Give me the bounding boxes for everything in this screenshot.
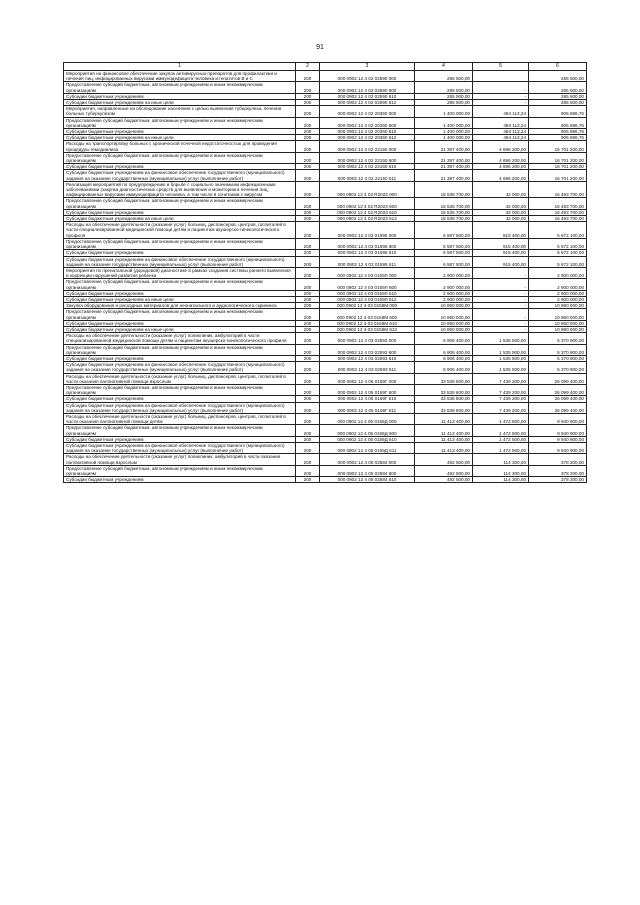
row-approved-amount: 492 500,00	[415, 454, 473, 465]
row-remaining-amount: 10 860 000,00	[529, 303, 587, 309]
row-description: Субсидии бюджетным учреждениям	[64, 355, 296, 361]
row-approved-amount: 10 860 000,00	[415, 303, 473, 309]
row-approved-amount: 6 906 400,00	[415, 362, 473, 373]
row-admin-code: 200	[296, 267, 320, 278]
row-admin-code: 200	[296, 170, 320, 181]
row-budget-code: 000 0902 12 4 02 R2023 600	[320, 198, 415, 209]
row-approved-amount: 1 400 000,00	[415, 117, 473, 128]
column-header: 6	[529, 63, 587, 71]
row-budget-code: 000 0902 12 4 05 0159Г 611	[320, 402, 415, 413]
row-executed-amount: -	[473, 309, 529, 320]
row-remaining-amount: 5 672 100,00	[529, 250, 587, 256]
row-executed-amount: 1 472 500,00	[473, 425, 529, 436]
row-executed-amount: 4 696 200,00	[473, 164, 529, 170]
row-admin-code: 200	[296, 326, 320, 332]
row-executed-amount: 7 439 200,00	[473, 384, 529, 395]
row-description: Субсидии бюджетным учреждениям	[64, 129, 296, 135]
row-budget-code: 000 0902 12 4 02 20360 000	[320, 106, 415, 117]
row-budget-code: 000 0902 12 4 03 0159М 612	[320, 326, 415, 332]
row-approved-amount: 285 500,00	[415, 71, 473, 82]
row-executed-amount: 42 000,00	[473, 181, 529, 198]
table-row	[64, 425, 587, 436]
row-budget-code: 000 0902 12 4 02 20360 600	[320, 117, 415, 128]
table-row	[64, 267, 587, 278]
row-executed-amount: -	[473, 303, 529, 309]
row-remaining-amount: 9 940 900,00	[529, 425, 587, 436]
page-number: 91	[316, 44, 324, 51]
row-remaining-amount: 285 500,00	[529, 100, 587, 106]
row-budget-code: 000 0902 12 4 03 02593 611	[320, 362, 415, 373]
row-admin-code: 200	[296, 100, 320, 106]
table-row	[64, 443, 587, 454]
row-admin-code: 200	[296, 256, 320, 267]
row-remaining-amount: 378 200,00	[529, 465, 587, 476]
column-header: 1	[64, 63, 296, 71]
row-approved-amount: 6 587 500,00	[415, 238, 473, 249]
table-row	[64, 465, 587, 476]
row-remaining-amount: 16 701 200,00	[529, 164, 587, 170]
row-approved-amount: 16 535 700,00	[415, 198, 473, 209]
table-row	[64, 344, 587, 355]
table-row	[64, 71, 587, 82]
row-executed-amount: 7 439 200,00	[473, 402, 529, 413]
row-budget-code: 000 0902 12 4 03 01595 600	[320, 238, 415, 249]
row-description: Предоставление субсидий бюджетным, автономным учреждениям и иным некоммерческим организациям	[64, 198, 296, 209]
row-remaining-amount: 378 200,00	[529, 477, 587, 483]
row-admin-code: 200	[296, 303, 320, 309]
row-remaining-amount: 285 500,00	[529, 71, 587, 82]
row-admin-code: 200	[296, 238, 320, 249]
row-budget-code: 000 0902 12 4 05 02584 610	[320, 477, 415, 483]
row-approved-amount: 33 538 600,00	[415, 402, 473, 413]
row-approved-amount: 285 500,00	[415, 82, 473, 93]
row-admin-code: 200	[296, 355, 320, 361]
column-header: 3	[320, 63, 415, 71]
row-description: Предоставление субсидий бюджетным, автономным учреждениям и иным некоммерческим организациям	[64, 82, 296, 93]
row-executed-amount: -	[473, 326, 529, 332]
table-row	[64, 152, 587, 163]
row-budget-code: 000 0902 12 4 02 02590 610	[320, 93, 415, 99]
row-remaining-amount: 285 500,00	[529, 82, 587, 93]
row-budget-code: 000 0902 12 4 02 22150 611	[320, 170, 415, 181]
row-approved-amount: 6 587 500,00	[415, 256, 473, 267]
row-admin-code: 200	[296, 290, 320, 296]
row-remaining-amount: 10 860 000,00	[529, 309, 587, 320]
row-admin-code: 200	[296, 279, 320, 290]
table-row	[64, 256, 587, 267]
table-row	[64, 333, 587, 344]
row-approved-amount: 2 900 000,00	[415, 290, 473, 296]
column-header: 5	[473, 63, 529, 71]
row-remaining-amount: 2 900 000,00	[529, 296, 587, 302]
row-budget-code: 000 0902 12 4 03 0159Л 600	[320, 279, 415, 290]
row-budget-code: 000 0902 12 4 02 R2023 000	[320, 181, 415, 198]
row-admin-code: 200	[296, 320, 320, 326]
row-approved-amount: 6 906 400,00	[415, 333, 473, 344]
row-approved-amount: 10 860 000,00	[415, 320, 473, 326]
table-row	[64, 454, 587, 465]
row-approved-amount: 11 413 400,00	[415, 436, 473, 442]
row-description: Расходы на обеспечение деятельности (оказание услуг) поликлиник, амбулаторий в части специализированной медицинской помощи детям и пациентам акушерско-гинекологического профиля	[64, 333, 296, 344]
row-admin-code: 200	[296, 71, 320, 82]
row-admin-code: 200	[296, 477, 320, 483]
table-row	[64, 82, 587, 93]
row-budget-code: 000 0902 12 4 05 02584 000	[320, 454, 415, 465]
row-budget-code: 000 0902 12 4 02 R2023 610	[320, 209, 415, 215]
row-description: Предоставление субсидий бюджетным, автономным учреждениям и иным некоммерческим организациям	[64, 425, 296, 436]
table-row	[64, 222, 587, 239]
row-description: Реализация мероприятий по предупреждению и борьбе с социально значимыми инфекционными заболеваниями (закупка диагностических средств для выявления и мониторинга лечения лиц, инфицированных вирусами иммунодефицита человека, в том числе в сочетании с вирусом	[64, 181, 296, 198]
row-description: Предоставление субсидий бюджетным, автономным учреждениям и иным некоммерческим организациям	[64, 384, 296, 395]
row-admin-code: 200	[296, 396, 320, 402]
row-description: Субсидии бюджетным учреждениям	[64, 209, 296, 215]
row-remaining-amount: 5 672 100,00	[529, 238, 587, 249]
row-executed-amount: 42 000,00	[473, 198, 529, 209]
row-executed-amount: 114 300,00	[473, 465, 529, 476]
row-approved-amount: 11 413 400,00	[415, 413, 473, 424]
row-description: Предоставление субсидий бюджетным, автономным учреждениям и иным некоммерческим организациям	[64, 117, 296, 128]
column-header: 2	[296, 63, 320, 71]
row-approved-amount: 10 860 000,00	[415, 309, 473, 320]
row-description: Мероприятия по пренатальной (дородовой) диагностике в рамках создания системы раннего выявления и коррекции нарушений развития ребенка	[64, 267, 296, 278]
row-description: Предоставление субсидий бюджетным, автономным учреждениям и иным некоммерческим организациям	[64, 279, 296, 290]
row-budget-code: 000 0902 12 4 03 02593 000	[320, 333, 415, 344]
row-description: Предоставление субсидий бюджетным, автономным учреждениям и иным некоммерческим организациям	[64, 238, 296, 249]
row-executed-amount: 7 439 200,00	[473, 373, 529, 384]
table-row	[64, 402, 587, 413]
row-approved-amount: 11 413 400,00	[415, 425, 473, 436]
row-description: Мероприятия на финансовое обеспечение закупок антивирусных препаратов для профилактики и лечения лиц, инфицированных вирусами иммунодефицита человека и гепатитов В и С	[64, 71, 296, 82]
row-description: Расходы на обеспечение деятельности (оказание услуг) поликлиник, амбулаторий в части оказания паллиативной помощи взрослым	[64, 454, 296, 465]
row-budget-code: 000 0902 12 4 03 0159М 610	[320, 320, 415, 326]
row-remaining-amount: 905 886,76	[529, 129, 587, 135]
table-row	[64, 309, 587, 320]
row-admin-code: 200	[296, 216, 320, 222]
row-admin-code: 200	[296, 181, 320, 198]
row-description: Субсидии бюджетным учреждениям на иные цели	[64, 135, 296, 141]
row-description: Субсидии бюджетным учреждениям на иные цели	[64, 296, 296, 302]
row-executed-amount: 494 113,24	[473, 135, 529, 141]
row-approved-amount: 6 587 500,00	[415, 222, 473, 239]
row-remaining-amount: 5 672 100,00	[529, 256, 587, 267]
row-admin-code: 200	[296, 454, 320, 465]
row-budget-code: 000 0902 12 4 05 0159Д 610	[320, 436, 415, 442]
budget-table	[63, 62, 587, 483]
row-admin-code: 200	[296, 373, 320, 384]
row-description: Субсидии бюджетным учреждениям на финансовое обеспечение государственного (муниципального) задания на оказание государственных (муниципальных) услуг (выполнение работ)	[64, 443, 296, 454]
row-remaining-amount: 5 370 900,00	[529, 344, 587, 355]
table-row	[64, 384, 587, 395]
table-row	[64, 170, 587, 181]
row-budget-code: 000 0902 12 4 05 0159Д 000	[320, 413, 415, 424]
row-remaining-amount: 905 886,76	[529, 135, 587, 141]
row-approved-amount: 1 400 000,00	[415, 129, 473, 135]
row-description: Субсидии бюджетным учреждениям	[64, 477, 296, 483]
row-approved-amount: 2 900 000,00	[415, 267, 473, 278]
row-approved-amount: 6 587 500,00	[415, 250, 473, 256]
row-approved-amount: 21 397 400,00	[415, 141, 473, 152]
row-remaining-amount: 26 099 400,00	[529, 402, 587, 413]
row-description: Предоставление субсидий бюджетным, автономным учреждениям и иным некоммерческим организациям	[64, 152, 296, 163]
row-remaining-amount: 16 701 200,00	[529, 141, 587, 152]
row-description: Субсидии бюджетным учреждениям	[64, 396, 296, 402]
row-admin-code: 200	[296, 222, 320, 239]
table-row	[64, 238, 587, 249]
row-admin-code: 200	[296, 402, 320, 413]
row-executed-amount: 915 400,00	[473, 250, 529, 256]
row-budget-code: 000 0902 12 4 02 22150 600	[320, 152, 415, 163]
row-executed-amount: 4 696 200,00	[473, 170, 529, 181]
row-approved-amount: 11 413 400,00	[415, 443, 473, 454]
row-description: Расходы на обеспечение деятельности (оказание услуг) больниц, диспансеров, центров, госпиталей в части оказания паллиативной помощи детям	[64, 413, 296, 424]
row-executed-amount: 494 113,24	[473, 117, 529, 128]
table-row	[64, 373, 587, 384]
row-admin-code: 200	[296, 250, 320, 256]
row-description: Расходы на обеспечение деятельности (оказание услуг) больниц, диспансеров, центров, госпиталей в части специализированной медицинской помощи детям и пациентам акушерско-гинекологического профиля	[64, 222, 296, 239]
row-approved-amount: 21 397 400,00	[415, 152, 473, 163]
row-admin-code: 200	[296, 436, 320, 442]
row-remaining-amount: 16 493 700,00	[529, 198, 587, 209]
row-description: Мероприятия, направленные на обследование населения с целью выявления туберкулеза, лечения больных туберкулезом	[64, 106, 296, 117]
row-budget-code: 000 0902 12 4 03 0159Л 612	[320, 296, 415, 302]
row-description: Закупка оборудования и расходных материалов для неонатального и аудиологического скрининга	[64, 303, 296, 309]
row-admin-code: 200	[296, 344, 320, 355]
row-remaining-amount: 905 886,76	[529, 106, 587, 117]
row-description: Расходы на транспортировку больных с хронической почечной недостаточностью для проведения процедуры гемодиализа	[64, 141, 296, 152]
row-budget-code: 000 0902 12 4 02 20360 610	[320, 129, 415, 135]
row-description: Расходы на обеспечение деятельности (оказание услуг) больниц, диспансеров, центров, госпиталей в части оказания паллиативной помощи взрослым	[64, 373, 296, 384]
row-remaining-amount: 285 500,00	[529, 93, 587, 99]
row-executed-amount: 42 000,00	[473, 216, 529, 222]
row-budget-code: 000 0902 12 4 05 0159Д 600	[320, 425, 415, 436]
row-executed-amount: 494 113,24	[473, 106, 529, 117]
row-executed-amount: 915 400,00	[473, 256, 529, 267]
row-executed-amount: -	[473, 296, 529, 302]
row-description: Субсидии бюджетным учреждениям на иные цели	[64, 100, 296, 106]
row-description: Субсидии бюджетным учреждениям на финансовое обеспечение государственного (муниципального) задания на оказание государственных (муниципальных) услуг (выполнение работ)	[64, 362, 296, 373]
row-executed-amount: 494 113,24	[473, 129, 529, 135]
row-executed-amount: 4 696 200,00	[473, 152, 529, 163]
row-executed-amount: 915 400,00	[473, 222, 529, 239]
row-remaining-amount: 5 370 900,00	[529, 362, 587, 373]
row-admin-code: 200	[296, 129, 320, 135]
row-executed-amount: 4 696 200,00	[473, 141, 529, 152]
row-executed-amount: 915 400,00	[473, 238, 529, 249]
row-remaining-amount: 10 860 000,00	[529, 320, 587, 326]
row-approved-amount: 6 906 400,00	[415, 344, 473, 355]
row-budget-code: 000 0902 12 4 03 0159М 000	[320, 303, 415, 309]
row-description: Предоставление субсидий бюджетным, автономным учреждениям и иным некоммерческим организациям	[64, 344, 296, 355]
row-remaining-amount: 905 886,76	[529, 117, 587, 128]
table-row	[64, 181, 587, 198]
row-executed-amount: 1 472 500,00	[473, 443, 529, 454]
row-description: Предоставление субсидий бюджетным, автономным учреждениям и иным некоммерческим организациям	[64, 309, 296, 320]
row-executed-amount: 1 472 500,00	[473, 436, 529, 442]
row-budget-code: 000 0902 12 4 03 01595 611	[320, 256, 415, 267]
row-remaining-amount: 378 200,00	[529, 454, 587, 465]
row-description: Субсидии бюджетным учреждениям	[64, 164, 296, 170]
row-approved-amount: 1 400 000,00	[415, 106, 473, 117]
row-executed-amount: -	[473, 279, 529, 290]
row-remaining-amount: 26 099 400,00	[529, 396, 587, 402]
row-budget-code: 000 0902 12 4 05 02584 600	[320, 465, 415, 476]
row-remaining-amount: 26 099 400,00	[529, 373, 587, 384]
row-approved-amount: 492 500,00	[415, 465, 473, 476]
row-remaining-amount: 9 940 900,00	[529, 443, 587, 454]
row-executed-amount: 114 300,00	[473, 477, 529, 483]
table-row	[64, 117, 587, 128]
row-admin-code: 200	[296, 425, 320, 436]
table-row	[64, 279, 587, 290]
row-budget-code: 000 0902 12 4 03 02593 600	[320, 344, 415, 355]
row-approved-amount: 6 906 400,00	[415, 355, 473, 361]
row-remaining-amount: 26 099 400,00	[529, 384, 587, 395]
row-description: Субсидии бюджетным учреждениям	[64, 436, 296, 442]
row-executed-amount: 42 000,00	[473, 209, 529, 215]
row-description: Субсидии бюджетным учреждениям на финансовое обеспечение государственного (муниципального) задания на оказание государственных (муниципальных) услуг (выполнение работ)	[64, 402, 296, 413]
row-executed-amount	[473, 71, 529, 82]
row-admin-code: 200	[296, 198, 320, 209]
row-remaining-amount: 5 370 900,00	[529, 355, 587, 361]
row-remaining-amount: 16 493 700,00	[529, 216, 587, 222]
row-description: Субсидии бюджетным учреждениям	[64, 93, 296, 99]
row-executed-amount: -	[473, 290, 529, 296]
row-description: Предоставление субсидий бюджетным, автономным учреждениям и иным некоммерческим организациям	[64, 465, 296, 476]
row-admin-code: 200	[296, 333, 320, 344]
row-admin-code: 200	[296, 309, 320, 320]
row-admin-code: 200	[296, 135, 320, 141]
row-executed-amount: 1 535 500,00	[473, 362, 529, 373]
row-admin-code: 200	[296, 384, 320, 395]
row-budget-code: 000 0902 12 4 03 0159Л 610	[320, 290, 415, 296]
row-budget-code: 000 0902 12 4 03 02593 610	[320, 355, 415, 361]
table-row	[64, 106, 587, 117]
row-executed-amount: 1 535 500,00	[473, 344, 529, 355]
row-remaining-amount: 16 701 200,00	[529, 170, 587, 181]
row-approved-amount: 10 860 000,00	[415, 326, 473, 332]
row-admin-code: 200	[296, 443, 320, 454]
row-description: Субсидии бюджетным учреждениям	[64, 320, 296, 326]
row-description: Субсидии бюджетным учреждениям	[64, 250, 296, 256]
row-description: Субсидии бюджетным учреждениям на иные цели	[64, 216, 296, 222]
row-approved-amount: 33 538 600,00	[415, 396, 473, 402]
row-budget-code: 000 0902 12 4 02 02590 612	[320, 100, 415, 106]
row-remaining-amount: 2 900 000,00	[529, 279, 587, 290]
row-budget-code: 000 0902 12 4 02 22150 000	[320, 141, 415, 152]
row-remaining-amount: 2 900 000,00	[529, 290, 587, 296]
row-description: Субсидии бюджетным учреждениям	[64, 290, 296, 296]
row-remaining-amount: 5 370 900,00	[529, 333, 587, 344]
row-executed-amount: 1 472 500,00	[473, 413, 529, 424]
row-executed-amount: -	[473, 320, 529, 326]
row-remaining-amount: 16 493 700,00	[529, 181, 587, 198]
row-approved-amount: 33 538 600,00	[415, 373, 473, 384]
row-budget-code: 000 0902 12 4 02 R2023 612	[320, 216, 415, 222]
row-admin-code: 200	[296, 82, 320, 93]
table-row	[64, 477, 587, 483]
row-budget-code: 000 0902 12 4 02 02590 600	[320, 82, 415, 93]
row-approved-amount: 1 400 000,00	[415, 135, 473, 141]
table-row	[64, 413, 587, 424]
row-admin-code: 200	[296, 117, 320, 128]
row-approved-amount: 285 500,00	[415, 100, 473, 106]
row-approved-amount: 285 500,00	[415, 93, 473, 99]
row-remaining-amount: 9 940 900,00	[529, 413, 587, 424]
table-body	[64, 63, 587, 483]
row-executed-amount: -	[473, 100, 529, 106]
row-remaining-amount: 10 860 000,00	[529, 326, 587, 332]
row-budget-code: 000 0902 12 4 03 01595 000	[320, 222, 415, 239]
row-admin-code: 200	[296, 465, 320, 476]
row-budget-code: 000 0902 12 4 02 22150 610	[320, 164, 415, 170]
row-executed-amount: -	[473, 267, 529, 278]
table-row	[64, 362, 587, 373]
table-header-row	[64, 63, 587, 71]
table-row	[64, 198, 587, 209]
row-approved-amount: 33 538 600,00	[415, 384, 473, 395]
row-remaining-amount: 16 493 700,00	[529, 209, 587, 215]
row-budget-code: 000 0902 12 4 05 0159Г 000	[320, 373, 415, 384]
row-remaining-amount: 5 672 100,00	[529, 222, 587, 239]
row-executed-amount: 1 535 500,00	[473, 355, 529, 361]
row-approved-amount: 21 397 400,00	[415, 164, 473, 170]
row-admin-code: 200	[296, 413, 320, 424]
row-admin-code: 200	[296, 296, 320, 302]
row-approved-amount: 2 900 000,00	[415, 279, 473, 290]
row-budget-code: 000 0902 12 4 03 0159М 600	[320, 309, 415, 320]
row-budget-code: 000 0902 12 4 05 0159Д 611	[320, 443, 415, 454]
row-executed-amount: -	[473, 82, 529, 93]
row-description: Субсидии бюджетным учреждениям на финансовое обеспечение государственного (муниципального) задания на оказание государственных (муниципальных) услуг (выполнение работ)	[64, 256, 296, 267]
table-row	[64, 141, 587, 152]
row-approved-amount: 16 535 700,00	[415, 216, 473, 222]
row-description: Субсидии бюджетным учреждениям на иные цели	[64, 326, 296, 332]
row-admin-code: 200	[296, 164, 320, 170]
column-header: 4	[415, 63, 473, 71]
row-remaining-amount: 2 900 000,00	[529, 267, 587, 278]
row-approved-amount: 492 500,00	[415, 477, 473, 483]
row-budget-code: 000 0902 12 4 03 01595 610	[320, 250, 415, 256]
row-admin-code: 200	[296, 152, 320, 163]
row-description: Субсидии бюджетным учреждениям на финансовое обеспечение государственного (муниципального) задания на оказание государственных (муниципальных) услуг (выполнение работ)	[64, 170, 296, 181]
row-admin-code: 200	[296, 362, 320, 373]
row-approved-amount: 21 397 400,00	[415, 170, 473, 181]
row-remaining-amount: 9 940 900,00	[529, 436, 587, 442]
row-budget-code: 000 0902 12 4 02 20360 612	[320, 135, 415, 141]
row-budget-code: 000 0902 12 4 05 0159Г 610	[320, 396, 415, 402]
row-approved-amount: 16 535 700,00	[415, 209, 473, 215]
row-approved-amount: 16 535 700,00	[415, 181, 473, 198]
row-executed-amount: 1 535 500,00	[473, 333, 529, 344]
row-budget-code: 000 0902 12 4 02 02590 000	[320, 71, 415, 82]
row-admin-code: 200	[296, 209, 320, 215]
row-approved-amount: 2 900 000,00	[415, 296, 473, 302]
row-budget-code: 000 0902 12 4 03 0159Л 000	[320, 267, 415, 278]
row-executed-amount: 114 300,00	[473, 454, 529, 465]
row-executed-amount: 7 439 200,00	[473, 396, 529, 402]
row-admin-code: 200	[296, 106, 320, 117]
row-budget-code: 000 0902 12 4 05 0159Г 600	[320, 384, 415, 395]
row-admin-code: 200	[296, 141, 320, 152]
row-executed-amount: -	[473, 93, 529, 99]
row-remaining-amount: 16 701 200,00	[529, 152, 587, 163]
row-admin-code: 200	[296, 93, 320, 99]
